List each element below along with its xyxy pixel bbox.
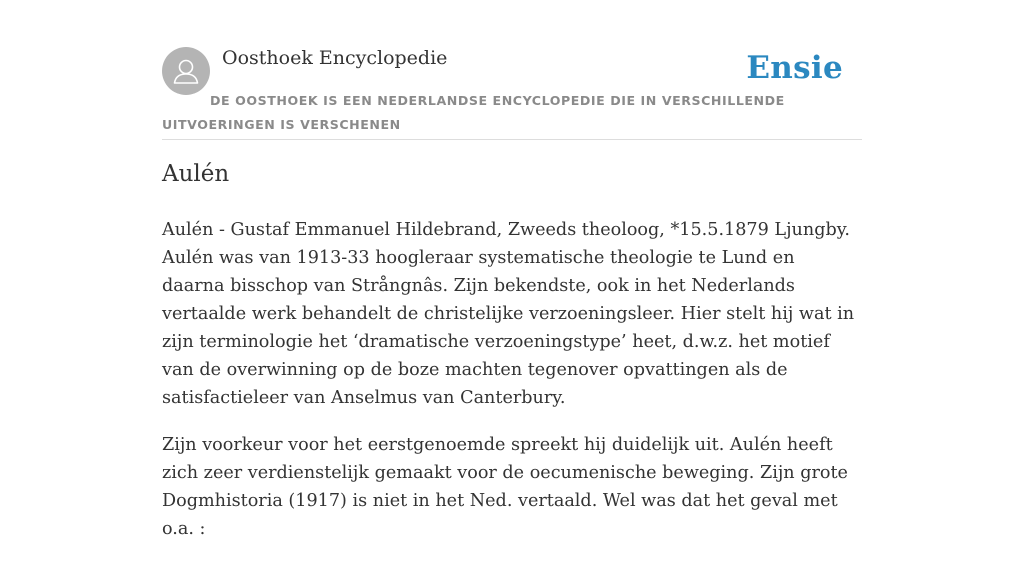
article-body (162, 216, 862, 562)
article-paragraph: Zijn voorkeur voor het eerstgenoemde spreekt hij duidelijk uit. Aulén heeft zich zeer verdienstelijk gemaakt voor de oecumenische beweging. Zijn grote Dogmhistoria (1917) is niet in het Ned. vertaald. Wel was dat het geval met o.a. : (162, 435, 848, 539)
page (162, 0, 862, 539)
user-icon (162, 47, 210, 95)
brand-logo[interactable]: Ensie (746, 50, 843, 86)
article-title: Aulén (162, 161, 230, 187)
site-title[interactable]: Oosthoek Encyclopedie (222, 47, 448, 69)
article-paragraph: Aulén - Gustaf Emmanuel Hildebrand, Zweeds theoloog, *15.5.1879 Ljungby. Aulén was van 1913-33 hoogleraar systematische theologie te Lund en daarna bisschop van Strångnâs. Zijn bekendste, ook in het Nederlands vertaalde werk behandelt de christelijke verzoeningsleer. Hier stelt hij wat in zijn terminologie het ‘dramatische verzoeningstype’ heet, d.w.z. het motief van de overwinning op de boze machten tegenover opvattingen als de satisfactieleer van Anselmus van Canterbury. (162, 220, 855, 408)
site-tagline: DE OOSTHOEK IS EEN NEDERLANDSE ENCYCLOPEDIE DIE IN VERSCHILLENDE UITVOERINGEN IS VERSCHENEN (162, 93, 785, 132)
avatar[interactable] (162, 47, 210, 95)
site-header (162, 0, 862, 140)
